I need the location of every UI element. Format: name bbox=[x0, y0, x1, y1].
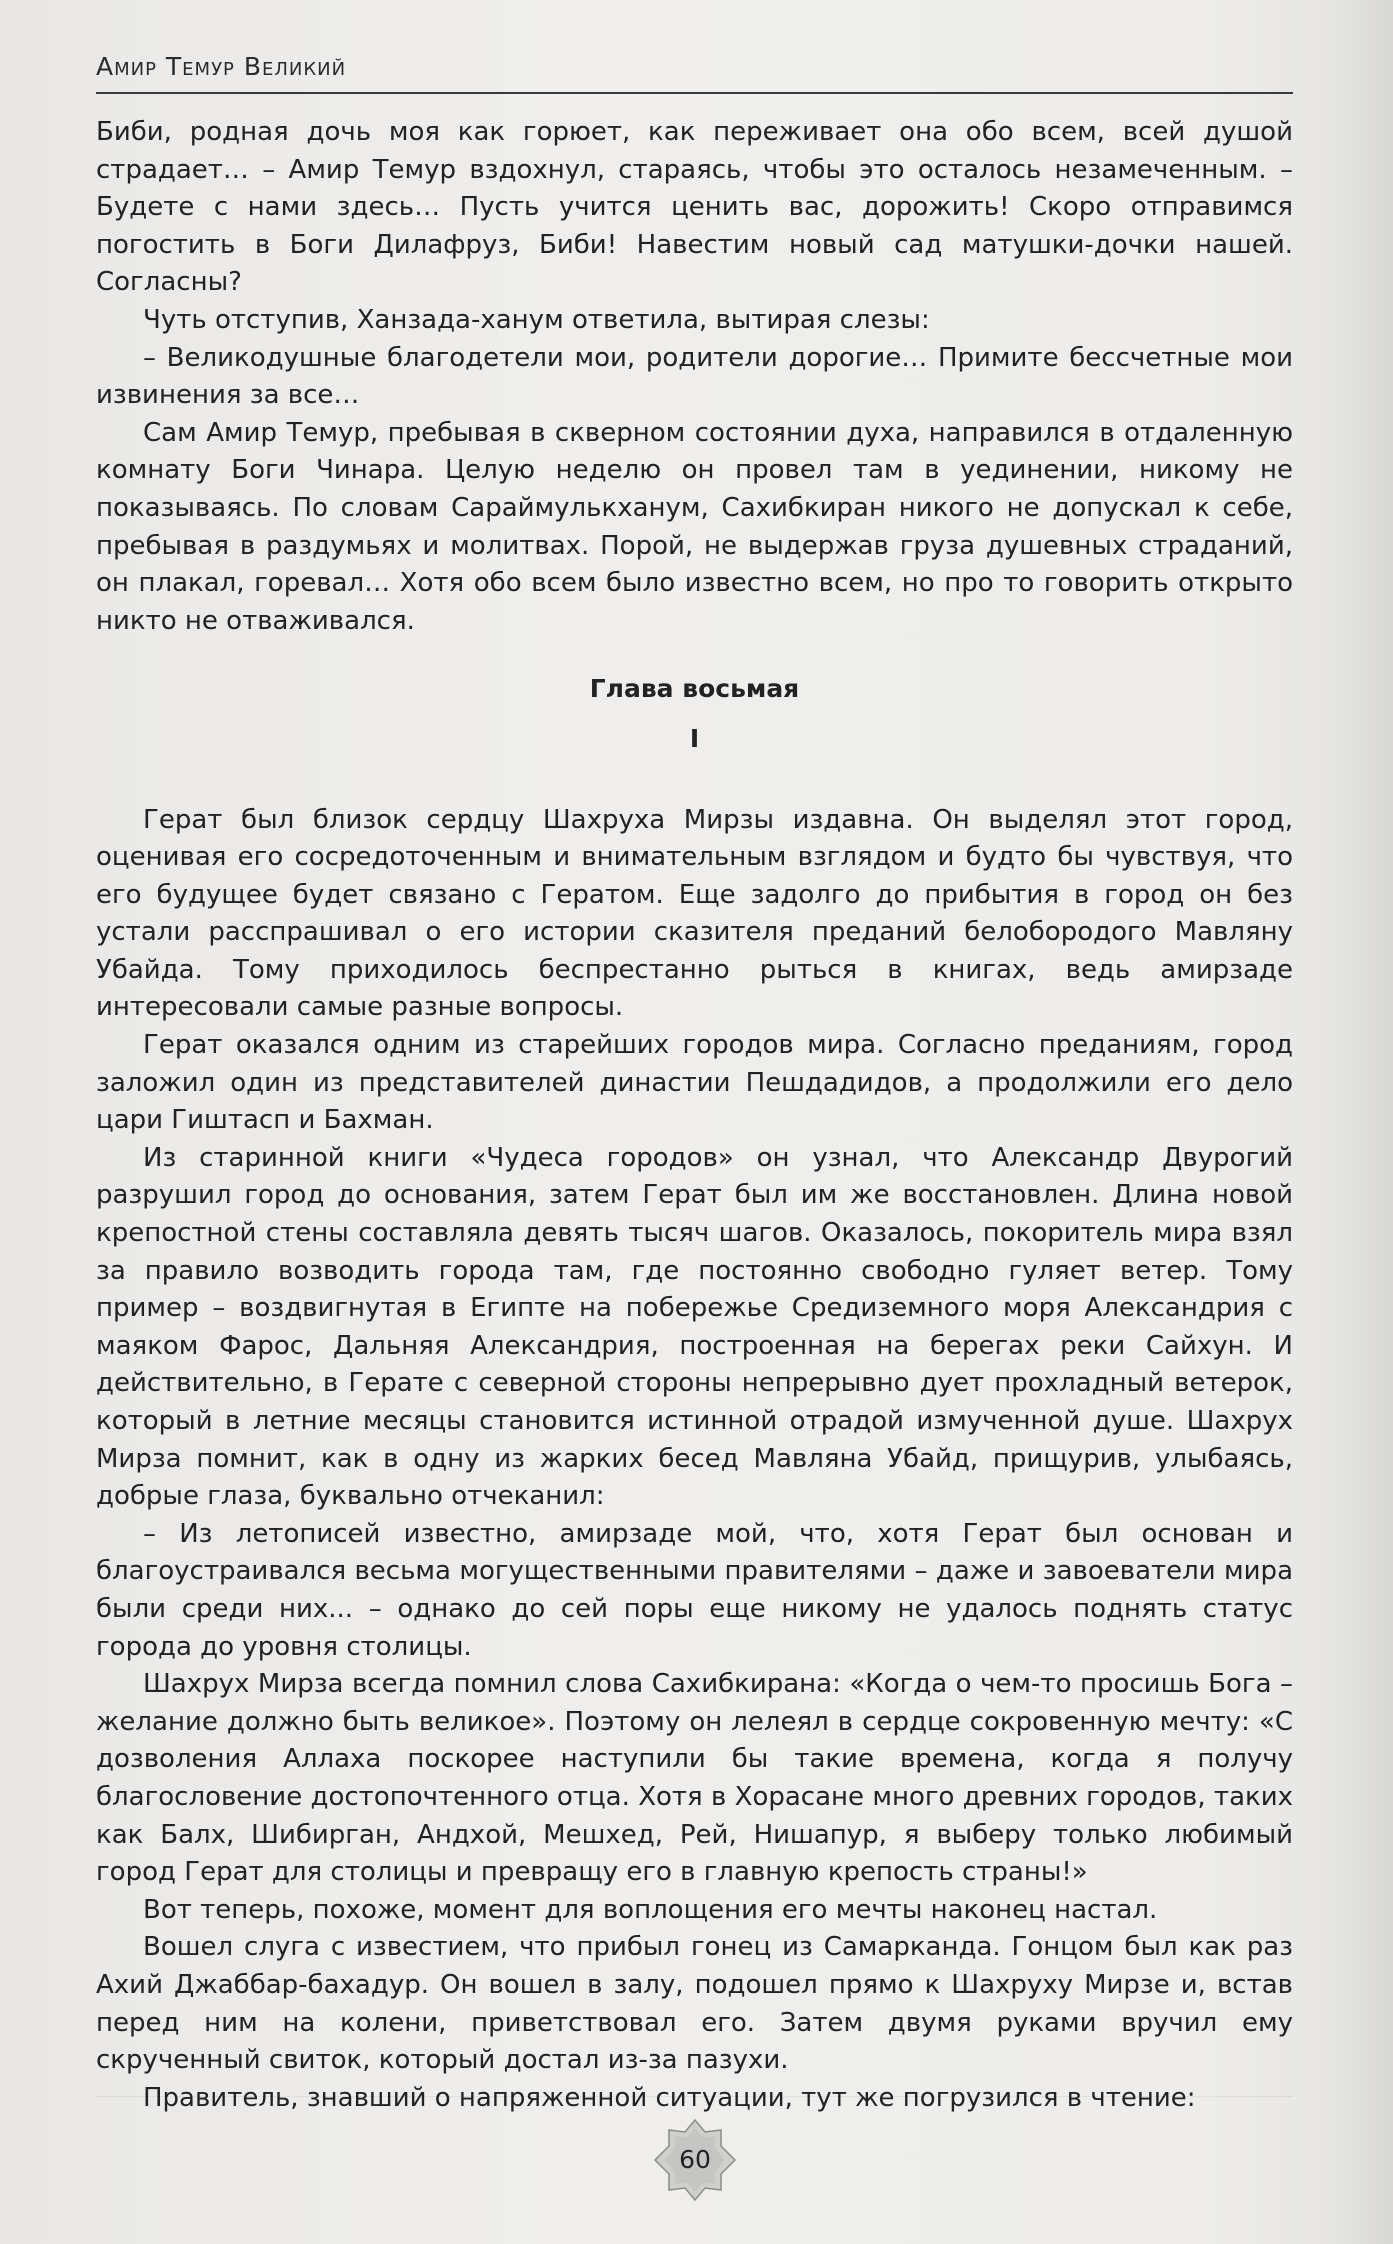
paragraph: Из старинной книги «Чудеса городов» он узнал, что Александр Двурогий разрушил город до основания, затем Герат был им же восстановлен. Длина новой крепостной стены составляла девять тысяч шагов. Оказалось, покоритель мира взял за правило возводить города там, где постоянно свободно гуляет ветер. Тому пример – воздвигнутая в Египте на побережье Средиземного моря Александрия с маяком Фарос, Дальняя Александрия, построенная на берегах реки Сайхун. И действительно, в Герате с северной стороны непрерывно дует прохладный ветерок, который в летние месяцы становится истинной отрадой измученной душе. Шахрух Мирза помнит, как в одну из жарких бесед Мавляна Убайд, прищурив, улыбаясь, добрые глаза, буквально отчеканил: bbox=[96, 1142, 1293, 1512]
paragraph: Герат оказался одним из старейших городов мира. Согласно преданиям, город заложил один из представителей династии Пешдадидов, а продолжили его дело цари Гиштасп и Бахман. bbox=[96, 1030, 1293, 1136]
running-title: Амир Темур Великий bbox=[96, 52, 347, 81]
footer-faint-rule bbox=[96, 2096, 1293, 2097]
section-number: I bbox=[689, 723, 700, 753]
paragraph: Биби, родная дочь моя как горюет, как переживает она обо всем, всей душой страдает… – Амир Темур вздохнул, стараясь, чтобы это осталось незамеченным. – Будете с нами здесь… Пусть учится ценить вас, дорожить! Скоро отправимся погостить в Боги Дилафруз, Биби! Навестим новый сад матушки-дочки нашей. Согласны? bbox=[96, 117, 1293, 298]
paragraph: Вот теперь, похоже, момент для воплощения его мечты наконец настал. bbox=[143, 1894, 1158, 1925]
paragraph: Сам Амир Темур, пребывая в скверном состоянии духа, направился в отдаленную комнату Боги Чинара. Целую неделю он провел там в уединении, никому не показываясь. По словам Сараймулькханум, Сахибкиран никого не допускал к себе, пребывая в раздумьях и молитвах. Порой, не выдержав груза душевных страданий, он плакал, горевал… Хотя обо всем было известно всем, но про то говорить открыто никто не отваживался. bbox=[96, 417, 1293, 636]
paragraph: Чуть отступив, Ханзада-ханум ответила, вытирая слезы: bbox=[143, 304, 930, 335]
chapter-title: Глава восьмая bbox=[589, 674, 800, 704]
body-text bbox=[96, 114, 1293, 2117]
page-edge-shadow bbox=[1333, 0, 1393, 2244]
paragraph: Правитель, знавший о напряженной ситуации, тут же погрузился в чтение: bbox=[143, 2082, 1196, 2113]
paragraph: Шахрух Мирза всегда помнил слова Сахибкирана: «Когда о чем-то просишь Бога – желание должно быть великое». Поэтому он лелеял в сердце сокровенную мечту: «С дозволения Аллаха поскорее наступили бы такие времена, когда я получу благословение достопочтенного отца. Хотя в Хорасане много древних городов, таких как Балх, Шибирган, Андхой, Мешхед, Рей, Нишапур, я выберу только любимый город Герат для столицы и превращу его в главную крепость страны!» bbox=[96, 1669, 1293, 1888]
dialogue-paragraph: – Из летописей известно, амирзаде мой, что, хотя Герат был основан и благоустраивался весьма могущественными правителями – даже и завоеватели мира были среди них... – однако до сей поры еще никому не удалось поднять статус города до уровня столицы. bbox=[96, 1518, 1293, 1662]
paragraph: Герат был близок сердцу Шахруха Мирзы издавна. Он выделял этот город, оценивая его сосредоточенным и внимательным взглядом и будто бы чувствуя, что его будущее будет связано с Гератом. Еще задолго до прибытия в город он без устали расспрашивал о его истории сказителя преданий белобородого Мавляну Убайда. Тому приходилось беспрестанно рыться в книгах, ведь амирзаде интересовали самые разные вопросы. bbox=[96, 804, 1293, 1023]
page-number: 60 bbox=[679, 2145, 711, 2174]
paragraph: Вошел слуга с известием, что прибыл гонец из Самарканда. Гонцом был как раз Ахий Джаббар-бахадур. Он вошел в залу, подошел прямо к Шахруху Мирзе и, встав перед ним на колени, приветствовал его. Затем двумя руками вручил ему скрученный свиток, который достал из-за пазухи. bbox=[96, 1932, 1293, 2076]
dialogue-paragraph: – Великодушные благодетели мои, родители дорогие… Примите бессчетные мои извинения за все… bbox=[96, 342, 1293, 411]
header-rule bbox=[96, 92, 1293, 94]
